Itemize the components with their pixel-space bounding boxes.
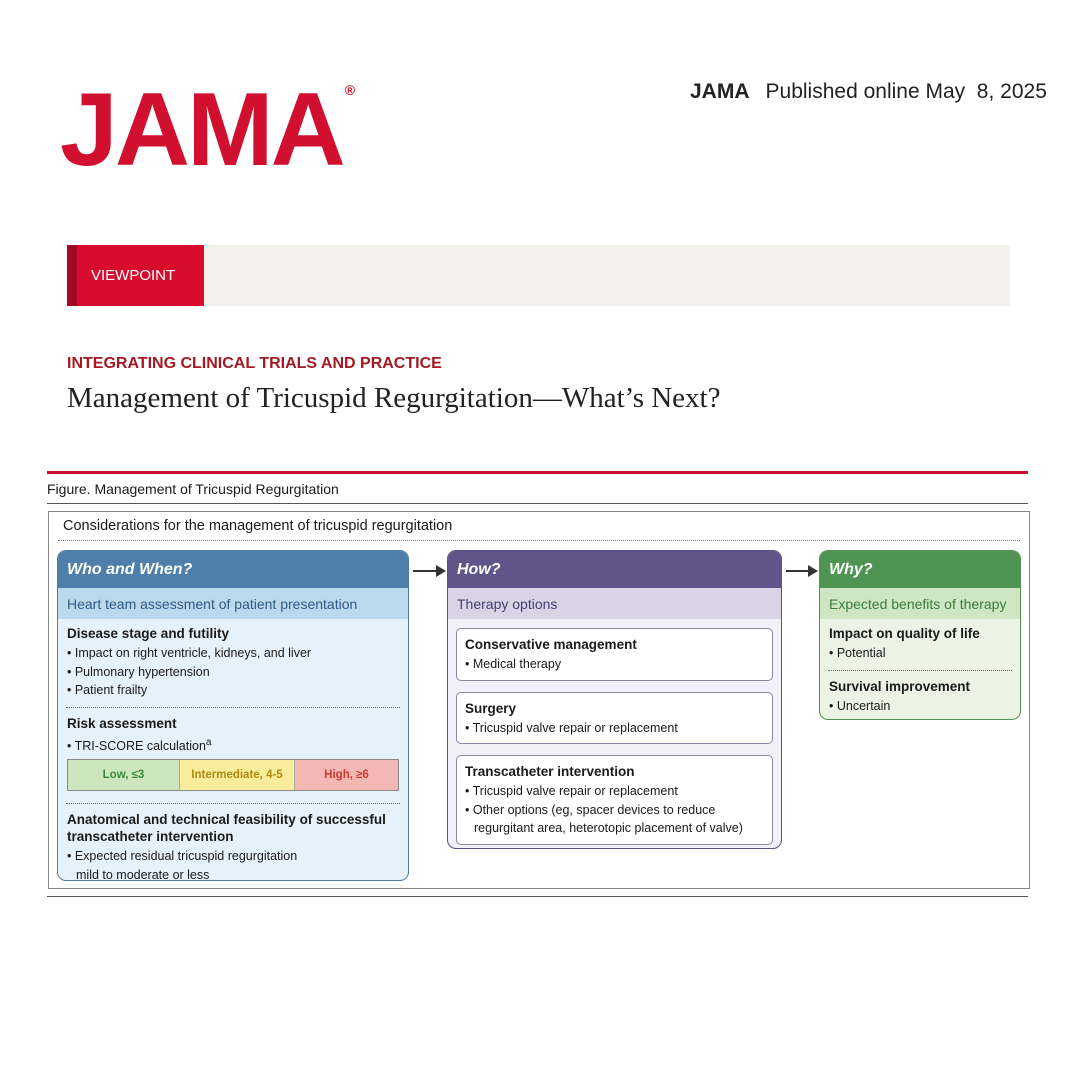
- list-item: • Impact on right ventricle, kidneys, and liver: [67, 646, 312, 660]
- how-panel: [447, 550, 782, 849]
- figure-rule: [47, 471, 1028, 474]
- article-kicker: INTEGRATING CLINICAL TRIALS AND PRACTICE: [67, 355, 442, 372]
- surgery-title: Surgery: [465, 700, 517, 716]
- transcatheter-title: Transcatheter intervention: [465, 764, 635, 779]
- arrow-right-icon: [786, 570, 810, 572]
- why-panel: [819, 550, 1021, 720]
- conservative-card: [456, 628, 773, 681]
- list-item: • Tricuspid valve repair or replacement: [465, 784, 678, 798]
- figure-bottom-rule: [47, 896, 1028, 897]
- how-title: How?: [448, 551, 781, 588]
- list-item: • Expected residual tricuspid regurgitation mild to moderate or less: [67, 849, 298, 881]
- list-item: • Potential: [829, 646, 886, 660]
- section-tag: VIEWPOINT: [67, 245, 204, 306]
- list-item: • TRI-SCORE calculation$^a$: [67, 736, 212, 753]
- risk-low: Low, ≤3: [68, 760, 180, 790]
- risk-scale: [67, 759, 399, 791]
- why-title: Why?: [820, 551, 1020, 588]
- why-subtitle: Expected benefits of therapy: [820, 588, 1020, 619]
- risk-high: High, ≥6: [295, 760, 398, 790]
- list-item: • Other options (eg, spacer devices to reduce regurgitant area, heterotopic placement of valve): [465, 802, 743, 835]
- figure-heading: Considerations for the management of tricuspid regurgitation: [63, 518, 453, 534]
- divider: [66, 803, 400, 804]
- survival-title: Survival improvement: [829, 678, 971, 694]
- publish-date: Published online May 8, 2025: [765, 80, 1047, 103]
- quality-of-life-title: Impact on quality of life: [829, 626, 980, 641]
- list-item: • Medical therapy: [465, 657, 562, 671]
- jama-logo: JAMA ®: [60, 72, 356, 188]
- caption-divider: [47, 503, 1028, 504]
- divider: [828, 670, 1012, 671]
- publication-info: [690, 80, 1047, 104]
- list-item: • Uncertain: [829, 698, 891, 713]
- article-title: Management of Tricuspid Regurgitation—What’s Next?: [67, 382, 721, 414]
- list-item: • Tricuspid valve repair or replacement: [465, 720, 678, 735]
- surgery-card: [456, 692, 773, 745]
- footnote-marker: a: [205, 736, 212, 748]
- feasibility-title: Anatomical and technical feasibility of successful transcatheter intervention: [67, 812, 386, 845]
- who-when-subtitle: Heart team assessment of patient presentation: [58, 588, 408, 619]
- disease-stage-title: Disease stage and futility: [67, 626, 230, 641]
- heading-divider: [58, 540, 1020, 541]
- conservative-title: Conservative management: [465, 637, 637, 652]
- arrow-right-icon: [413, 570, 438, 572]
- list-item: • Patient frailty: [67, 683, 148, 697]
- who-when-title: Who and When?: [58, 551, 408, 588]
- who-when-panel: [57, 550, 409, 881]
- section-bar: [67, 245, 1010, 306]
- how-subtitle: Therapy options: [448, 588, 781, 619]
- divider: [66, 707, 400, 708]
- list-item: • Pulmonary hypertension: [67, 664, 210, 679]
- risk-intermediate: Intermediate, 4-5: [180, 760, 295, 790]
- figure-caption: Figure. Management of Tricuspid Regurgitation: [47, 481, 339, 497]
- journal-name: JAMA: [690, 80, 750, 103]
- transcatheter-card: [456, 755, 773, 845]
- risk-assessment-title: Risk assessment: [67, 715, 177, 731]
